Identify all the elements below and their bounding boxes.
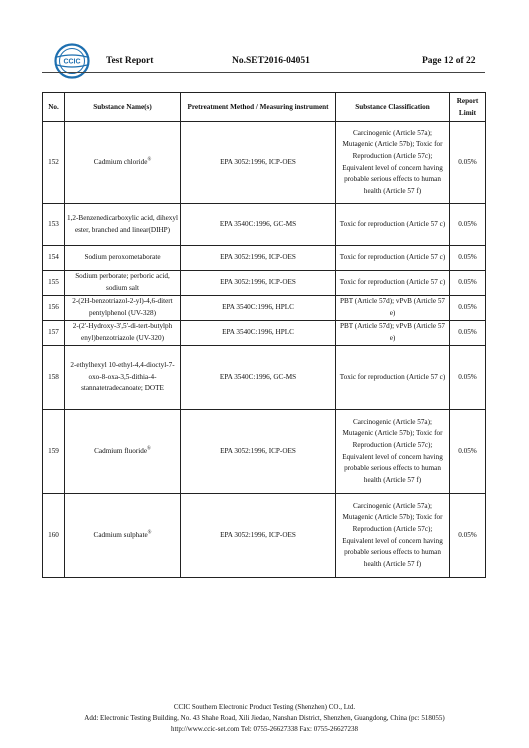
substance-name: Sodium perborate; perboric acid, sodium salt	[75, 272, 170, 292]
cell-substance	[65, 122, 181, 204]
cell-classification: Toxic for reproduction (Article 57 c)	[336, 246, 450, 271]
cell-classification: PBT (Article 57d); vPvB (Article 57 e)	[336, 296, 450, 321]
cell-no: 153	[43, 204, 65, 246]
table-row	[43, 410, 486, 494]
cell-limit: 0.05%	[450, 296, 486, 321]
col-header-no: No.	[43, 93, 65, 122]
cell-method: EPA 3052:1996, ICP-OES	[181, 246, 336, 271]
footer-address: Add: Electronic Testing Building, No. 43 Shahe Road, Xili Jiedao, Nanshan District, Shenzhen, Guangdong, China (pc: 518055)	[84, 714, 445, 722]
cell-substance	[65, 410, 181, 494]
cell-classification: Carcinogenic (Article 57a); Mutagenic (Article 57b); Toxic for Reproduction (Article 57c); Equivalent level of concern having probable serious effects to human health (Article 57 f)	[336, 494, 450, 578]
cell-limit: 0.05%	[450, 122, 486, 204]
cell-substance	[65, 321, 181, 346]
substance-name: Cadmium chloride	[93, 157, 148, 166]
cell-classification: PBT (Article 57d); vPvB (Article 57 e)	[336, 321, 450, 346]
header-divider	[42, 72, 485, 73]
cell-no: 154	[43, 246, 65, 271]
table-row	[43, 494, 486, 578]
cell-limit: 0.05%	[450, 246, 486, 271]
substance-name: 2-(2'-Hydroxy-3',5'-di-tert-butylph enyl)benzotriazole (UV-320)	[72, 322, 173, 342]
cell-limit: 0.05%	[450, 410, 486, 494]
registered-mark: ®	[147, 446, 151, 452]
cell-method: EPA 3540C:1996, HPLC	[181, 321, 336, 346]
substance-name: Cadmium fluoride	[94, 446, 148, 455]
page-indicator: Page 12 of 22	[422, 56, 476, 66]
cell-substance	[65, 346, 181, 410]
cell-substance	[65, 296, 181, 321]
cell-limit: 0.05%	[450, 204, 486, 246]
cell-substance	[65, 246, 181, 271]
substance-name: 1,2-Benzenedicarboxylic acid, dihexyl ester, branched and linear(DIHP)	[67, 213, 178, 234]
cell-no: 152	[43, 122, 65, 204]
cell-method: EPA 3052:1996, ICP-OES	[181, 410, 336, 494]
cell-method: EPA 3540C:1996, GC-MS	[181, 346, 336, 410]
table-row	[43, 321, 486, 346]
report-title: Test Report	[106, 56, 154, 66]
cell-method: EPA 3540C:1996, HPLC	[181, 296, 336, 321]
cell-method: EPA 3540C:1996, GC-MS	[181, 204, 336, 246]
cell-classification: Carcinogenic (Article 57a); Mutagenic (Article 57b); Toxic for Reproduction (Article 57c); Equivalent level of concern having probable serious effects to human health (Article 57 f)	[336, 410, 450, 494]
cell-limit: 0.05%	[450, 321, 486, 346]
cell-no: 160	[43, 494, 65, 578]
footer-company: CCIC Southern Electronic Product Testing (Shenzhen) CO., Ltd.	[173, 703, 356, 711]
registered-mark: ®	[147, 157, 152, 163]
registered-mark: ®	[147, 530, 152, 536]
col-header-classification: Substance Classification	[336, 93, 450, 122]
cell-no: 156	[43, 296, 65, 321]
table-row	[43, 204, 486, 246]
cell-limit: 0.05%	[450, 494, 486, 578]
substance-table	[42, 92, 486, 578]
cell-classification: Toxic for reproduction (Article 57 c)	[336, 204, 450, 246]
logo-text: CCIC	[63, 58, 81, 66]
footer-contact: http://www.ccic-set.com Tel: 0755-26627338 Fax: 0755-26627238	[170, 725, 359, 733]
table-row	[43, 346, 486, 410]
substance-name: Cadmium sulphate	[93, 530, 148, 539]
cell-substance	[65, 494, 181, 578]
report-number: No.SET2016-04051	[232, 56, 310, 66]
substance-name: 2-(2H-benzotriazol-2-yl)-4,6-ditert pentylphenol (UV-328)	[72, 297, 173, 317]
cell-no: 158	[43, 346, 65, 410]
cell-no: 159	[43, 410, 65, 494]
table-row	[43, 246, 486, 271]
table-row	[43, 271, 486, 296]
cell-substance	[65, 271, 181, 296]
cell-limit: 0.05%	[450, 271, 486, 296]
cell-method: EPA 3052:1996, ICP-OES	[181, 122, 336, 204]
cell-substance	[65, 204, 181, 246]
table-row	[43, 296, 486, 321]
cell-limit: 0.05%	[450, 346, 486, 410]
col-header-limit: Report Limit	[450, 93, 486, 122]
cell-method: EPA 3052:1996, ICP-OES	[181, 494, 336, 578]
substance-name: 2-ethylhexyl 10-ethyl-4,4-dioctyl-7-oxo-8-oxa-3,5-dithia-4-stannatetradecanoate; DOTE	[70, 361, 175, 393]
substance-name: Sodium peroxometaborate	[84, 253, 161, 262]
cell-classification: Toxic for reproduction (Article 57 c)	[336, 346, 450, 410]
report-header	[0, 0, 529, 90]
cell-classification: Toxic for reproduction (Article 57 c)	[336, 271, 450, 296]
report-footer	[0, 702, 529, 735]
table-header-row	[43, 93, 486, 122]
col-header-method: Pretreatment Method / Measuring instrument	[181, 93, 336, 122]
ccic-logo	[54, 43, 90, 79]
col-header-substance: Substance Name(s)	[65, 93, 181, 122]
cell-classification: Carcinogenic (Article 57a); Mutagenic (Article 57b); Toxic for Reproduction (Article 57c); Equivalent level of concern having probable serious effects to human health (Article 57 f)	[336, 122, 450, 204]
cell-no: 157	[43, 321, 65, 346]
ccic-logo-icon	[54, 43, 90, 79]
cell-method: EPA 3052:1996, ICP-OES	[181, 271, 336, 296]
cell-no: 155	[43, 271, 65, 296]
table-row	[43, 122, 486, 204]
